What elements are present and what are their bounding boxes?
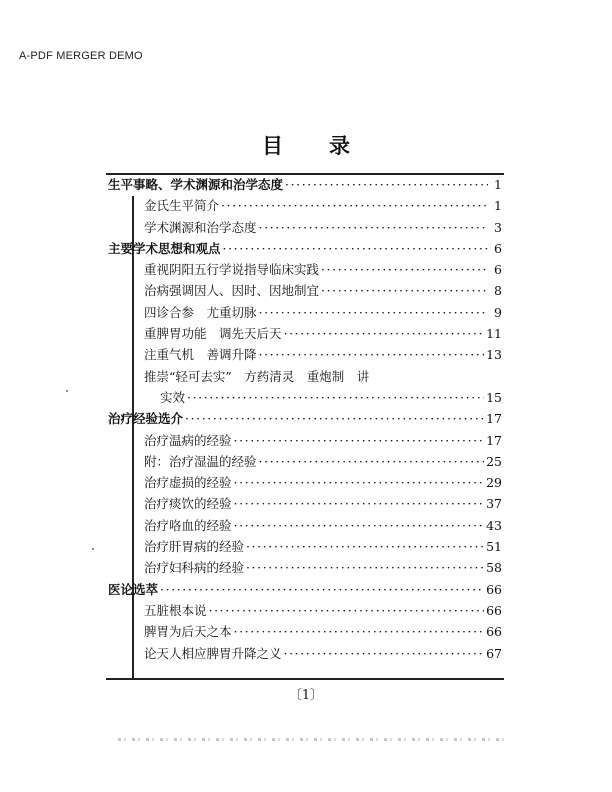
toc-entry-title: 医论选萃 — [108, 581, 159, 597]
toc-entry-title: 治疗虚损的经验 — [144, 475, 232, 491]
table-of-contents — [108, 174, 502, 664]
toc-entry-page: 15 — [486, 389, 502, 405]
toc-leader-dots — [246, 557, 484, 578]
toc-entry[interactable] — [108, 430, 502, 451]
toc-entry-page: 66 — [486, 602, 502, 618]
toc-entry[interactable] — [108, 366, 502, 387]
toc-leader-dots — [234, 430, 485, 451]
toc-entry-title: 重脾胃功能 调先天后天 — [144, 326, 282, 342]
toc-entry-title: 推崇“轻可去实” 方药清灵 重炮制 讲 — [144, 368, 370, 384]
toc-entry-page: 11 — [486, 326, 502, 342]
toc-entry-page: 6 — [494, 262, 502, 278]
toc-entry-page: 3 — [494, 219, 502, 235]
toc-entry-page: 1 — [494, 198, 502, 214]
toc-entry-title: 治疗咯血的经验 — [144, 517, 232, 533]
page-title — [0, 130, 612, 160]
toc-entry[interactable] — [108, 217, 502, 238]
toc-leader-dots — [321, 259, 488, 280]
toc-entry[interactable] — [108, 344, 502, 365]
toc-entry-title: 治病强调因人、因时、因地制宜 — [144, 283, 320, 299]
toc-entry-title: 附：治疗湿温的经验 — [144, 453, 257, 469]
toc-entry-page: 29 — [486, 475, 502, 491]
toc-entry-page: 43 — [486, 517, 502, 533]
toc-entry[interactable] — [108, 536, 502, 557]
toc-leader-dots — [234, 515, 485, 536]
toc-leader-dots — [321, 280, 488, 301]
toc-entry-title: 五脏根本说 — [144, 602, 207, 618]
toc-leader-dots — [284, 323, 485, 344]
toc-entry-page: 13 — [486, 347, 502, 363]
toc-entry[interactable] — [108, 557, 502, 578]
toc-entry[interactable] — [108, 280, 502, 301]
watermark: A-PDF MERGER DEMO — [19, 50, 143, 62]
toc-section-entry[interactable] — [108, 579, 502, 600]
toc-entry-title: 四诊合参 尤重切脉 — [144, 304, 257, 320]
toc-entry-title: 生平事略、学术渊源和治学态度 — [108, 177, 284, 192]
toc-entry-page: 17 — [486, 432, 502, 448]
toc-leader-dots — [223, 238, 488, 259]
toc-entry-title: 论天人相应脾胃升降之义 — [144, 645, 282, 661]
toc-entry-page: 66 — [486, 581, 502, 597]
toc-entry-page: 51 — [486, 539, 502, 555]
page-number: 〔1〕 — [288, 688, 324, 703]
toc-entry[interactable] — [108, 302, 502, 323]
toc-leader-dots — [259, 451, 485, 472]
toc-entry-title: 治疗肝胃病的经验 — [144, 539, 245, 555]
toc-entry[interactable] — [108, 451, 502, 472]
toc-entry-title: 金氏生平简介 — [144, 198, 220, 214]
toc-entry[interactable] — [108, 643, 502, 664]
toc-entry-page: 9 — [494, 304, 502, 320]
toc-entry-title: 重视阴阳五行学说指导临床实践 — [144, 262, 320, 278]
toc-entry-page: 25 — [486, 453, 502, 469]
toc-entry-title: 学术渊源和治学态度 — [144, 219, 257, 235]
toc-entry-title: 治疗经验选介 — [108, 411, 184, 427]
toc-section-entry[interactable] — [108, 238, 502, 259]
toc-entry[interactable] — [108, 493, 502, 514]
toc-leader-dots — [259, 217, 488, 238]
toc-entry-page: 37 — [486, 496, 502, 512]
scan-noise — [118, 738, 508, 741]
toc-entry-page: 17 — [486, 411, 502, 427]
toc-section-entry[interactable] — [108, 174, 502, 195]
toc-leader-dots — [284, 643, 485, 664]
toc-leader-dots — [259, 302, 488, 323]
toc-leader-dots — [259, 344, 485, 365]
toc-leader-dots — [160, 579, 484, 600]
toc-entry-title: 治疗温病的经验 — [144, 432, 232, 448]
toc-entry-page: 1 — [494, 177, 502, 192]
toc-leader-dots — [234, 472, 485, 493]
toc-entry[interactable] — [108, 621, 502, 642]
toc-entry-title: 主要学术思想和观点 — [108, 240, 221, 256]
page-title-part-1: 目 — [262, 133, 283, 158]
toc-entry-title: 治疗妇科病的经验 — [144, 560, 245, 576]
toc-entry-page: 66 — [486, 624, 502, 640]
toc-entry[interactable] — [108, 472, 502, 493]
toc-entry-title: 注重气机 善调升降 — [144, 347, 257, 363]
toc-section-entry[interactable] — [108, 408, 502, 429]
toc-entry-title: 治疗痰饮的经验 — [144, 496, 232, 512]
toc-leader-dots — [285, 174, 488, 195]
toc-entry[interactable] — [108, 515, 502, 536]
toc-entry[interactable] — [108, 600, 502, 621]
toc-entry[interactable] — [108, 259, 502, 280]
toc-leader-dots — [209, 600, 485, 621]
toc-entry[interactable] — [108, 323, 502, 344]
toc-entry-page: 58 — [486, 560, 502, 576]
toc-entry-title: 实效 — [160, 389, 186, 405]
toc-entry-title: 脾胃为后天之本 — [144, 624, 232, 640]
toc-leader-dots — [221, 195, 488, 216]
toc-entry-page: 8 — [494, 283, 502, 299]
toc-leader-dots — [234, 621, 485, 642]
toc-entry[interactable] — [108, 195, 502, 216]
toc-entry[interactable] — [108, 387, 502, 408]
toc-leader-dots — [246, 536, 484, 557]
page-title-part-2: 录 — [329, 133, 350, 158]
toc-entry-page: 67 — [486, 645, 502, 661]
toc-entry-page: 6 — [494, 240, 502, 256]
toc-leader-dots — [185, 408, 484, 429]
scan-speck — [92, 548, 94, 550]
bottom-rule — [106, 678, 504, 680]
toc-leader-dots — [187, 387, 484, 408]
toc-leader-dots — [234, 493, 485, 514]
scan-speck — [66, 390, 68, 392]
